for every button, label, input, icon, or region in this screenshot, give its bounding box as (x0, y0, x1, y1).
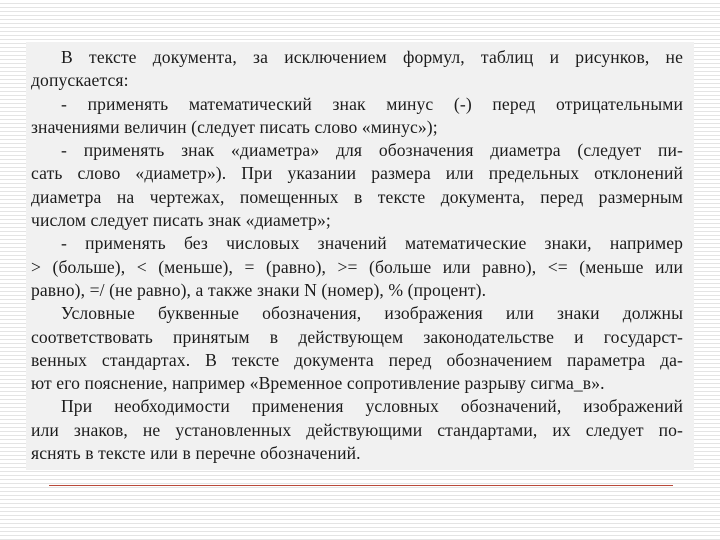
text-line: Условные буквенные обозначения, изображения или знаки должны (61, 303, 683, 324)
text-line: диаметра на чертежах, помещенных в тексте документа, перед размерным (31, 186, 683, 207)
text-line: значениями величин (следует писать слово «минус»); (31, 116, 438, 137)
text-line: - применять знак «диаметра» для обозначения диаметра (следует пи- (61, 140, 683, 161)
footer-rule (49, 485, 673, 486)
text-line: сать слово «диаметр»). При указании размера или предельных отклонений (31, 163, 683, 184)
text-line: ют его пояснение, например «Временное сопротивление разрыву сигма_в». (31, 373, 605, 394)
text-line: венных стандартах. В тексте документа перед обозначением параметра да- (31, 349, 683, 370)
text-line: или знаков, не установленных действующими стандартами, их следует по- (31, 419, 683, 440)
text-line: равно), =/ (не равно), а также знаки N (номер), % (процент). (31, 279, 487, 300)
document-text (31, 46, 683, 465)
text-line: При необходимости применения условных обозначений, изображений (61, 396, 683, 417)
text-line: числом следует писать знак «диаметр»; (31, 210, 331, 231)
text-line: - применять без числовых значений математические знаки, например (61, 233, 683, 254)
text-line: В тексте документа, за исключением формул, таблиц и рисунков, не (61, 47, 683, 67)
text-line: яснять в тексте или в перечне обозначений. (31, 443, 361, 464)
text-line: допускается: (31, 70, 129, 91)
text-line: - применять математический знак минус (-) перед отрицательными (61, 93, 683, 114)
text-line: > (больше), < (меньше), = (равно), >= (больше или равно), <= (меньше или (31, 256, 683, 277)
text-line: соответствовать принятым в действующем законодательстве и государст- (31, 326, 683, 347)
